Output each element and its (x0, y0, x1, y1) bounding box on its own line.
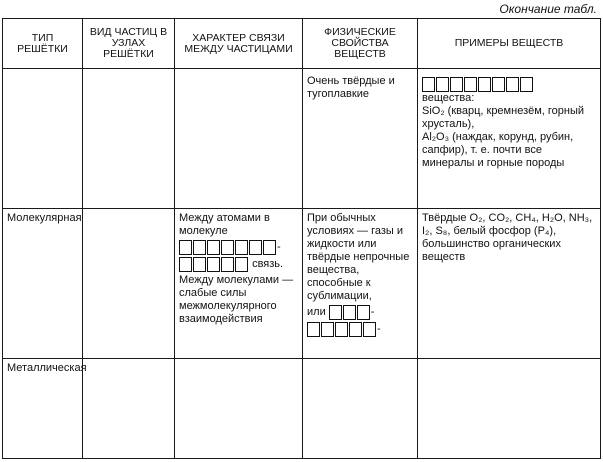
answer-box (263, 240, 276, 255)
or-word: или (307, 306, 326, 318)
hyphen: - (277, 241, 281, 253)
answer-boxes (422, 77, 534, 92)
answer-box (329, 305, 342, 320)
examples-molecular-text: Твёрдые O₂, CO₂, CH₄, H₂O, NH₃, I₂, S₈, белый фосфор (P₄), большинство органических веществ (422, 212, 593, 263)
answer-box (221, 257, 234, 272)
cell-bond-empty (175, 359, 303, 459)
cell-bond-empty (175, 69, 303, 209)
cell-properties-empty (303, 359, 418, 459)
header-bond-type: ХАРАКТЕР СВЯЗИ МЕЖДУ ЧАСТИЦАМИ (175, 19, 303, 69)
answer-box (193, 240, 206, 255)
cell-examples-empty (418, 359, 601, 459)
answer-box (520, 77, 533, 92)
cell-properties-molecular (303, 209, 418, 359)
cell-type-metallic (3, 359, 87, 459)
answer-box (179, 240, 192, 255)
properties-molecular-text: При обычных условиях — газы и жидкости или твёрдые непрочные вещества, способные к сублимации, (307, 212, 410, 302)
answer-box (492, 77, 505, 92)
answer-box (207, 240, 220, 255)
cell-particles-empty (83, 359, 175, 459)
answer-box (235, 240, 248, 255)
cell-type-empty (3, 69, 83, 209)
cell-examples-molecular (418, 209, 601, 359)
table-row-metallic (3, 359, 601, 459)
cell-bond-molecular (175, 209, 303, 359)
answer-box (450, 77, 463, 92)
answer-box (422, 77, 435, 92)
type-molecular-text: Молекулярная (7, 212, 82, 224)
answer-boxes-row-1 (179, 240, 298, 255)
example-sio2: SiO₂ (кварц, кремнезём, горный хрусталь), (422, 105, 585, 130)
properties-text: Очень твёрдые и тугоплавкие (307, 75, 395, 100)
header-lattice-type: ТИП РЕШЁТКИ (3, 19, 83, 69)
table-caption: Окончание табл. (499, 2, 597, 16)
crystal-lattice-table (2, 18, 601, 459)
bond-suffix: связь. (252, 258, 284, 270)
answer-box (321, 322, 334, 337)
cell-particles-empty (83, 69, 175, 209)
cell-particles-empty (83, 209, 175, 359)
answer-box (249, 240, 262, 255)
answer-box (363, 322, 376, 337)
answer-box (193, 257, 206, 272)
type-metallic-text: Металлическая (7, 362, 87, 374)
header-properties: ФИЗИЧЕСКИЕ СВОЙСТВА ВЕЩЕСТВ (303, 19, 418, 69)
cell-type-molecular (3, 209, 83, 359)
answer-box (343, 305, 356, 320)
answer-box (506, 77, 519, 92)
header-particles: ВИД ЧАСТИЦ В УЗЛАХ РЕШЁТКИ (83, 19, 175, 69)
bond-text-2: Между молекулами — слабые силы межмолекулярного взаимодействия (179, 274, 294, 325)
header-examples: ПРИМЕРЫ ВЕЩЕСТВ (418, 19, 601, 69)
answer-box (349, 322, 362, 337)
answer-boxes-row-3 (307, 305, 413, 320)
answer-box (307, 322, 320, 337)
examples-word: вещества: (422, 92, 475, 104)
answer-box (235, 257, 248, 272)
cell-examples (418, 69, 601, 209)
example-al2o3: Al₂O₃ (наждак, корунд, рубин, сапфир), т. е. почти все минералы и горные породы (422, 131, 574, 169)
hyphen: - (370, 306, 375, 318)
table-row-atomic (3, 69, 601, 209)
answer-box (357, 305, 370, 320)
answer-box (464, 77, 477, 92)
bond-text-1: Между атомами в молекуле (179, 212, 270, 237)
answer-box (436, 77, 449, 92)
answer-box (335, 322, 348, 337)
answer-boxes-row-4 (307, 322, 413, 337)
answer-box (221, 240, 234, 255)
answer-box (207, 257, 220, 272)
answer-boxes-row-2 (179, 257, 298, 272)
answer-box (478, 77, 491, 92)
answer-box (179, 257, 192, 272)
header-row (3, 19, 601, 69)
hyphen: - (377, 323, 381, 335)
cell-properties (303, 69, 418, 209)
table-row-molecular (3, 209, 601, 359)
